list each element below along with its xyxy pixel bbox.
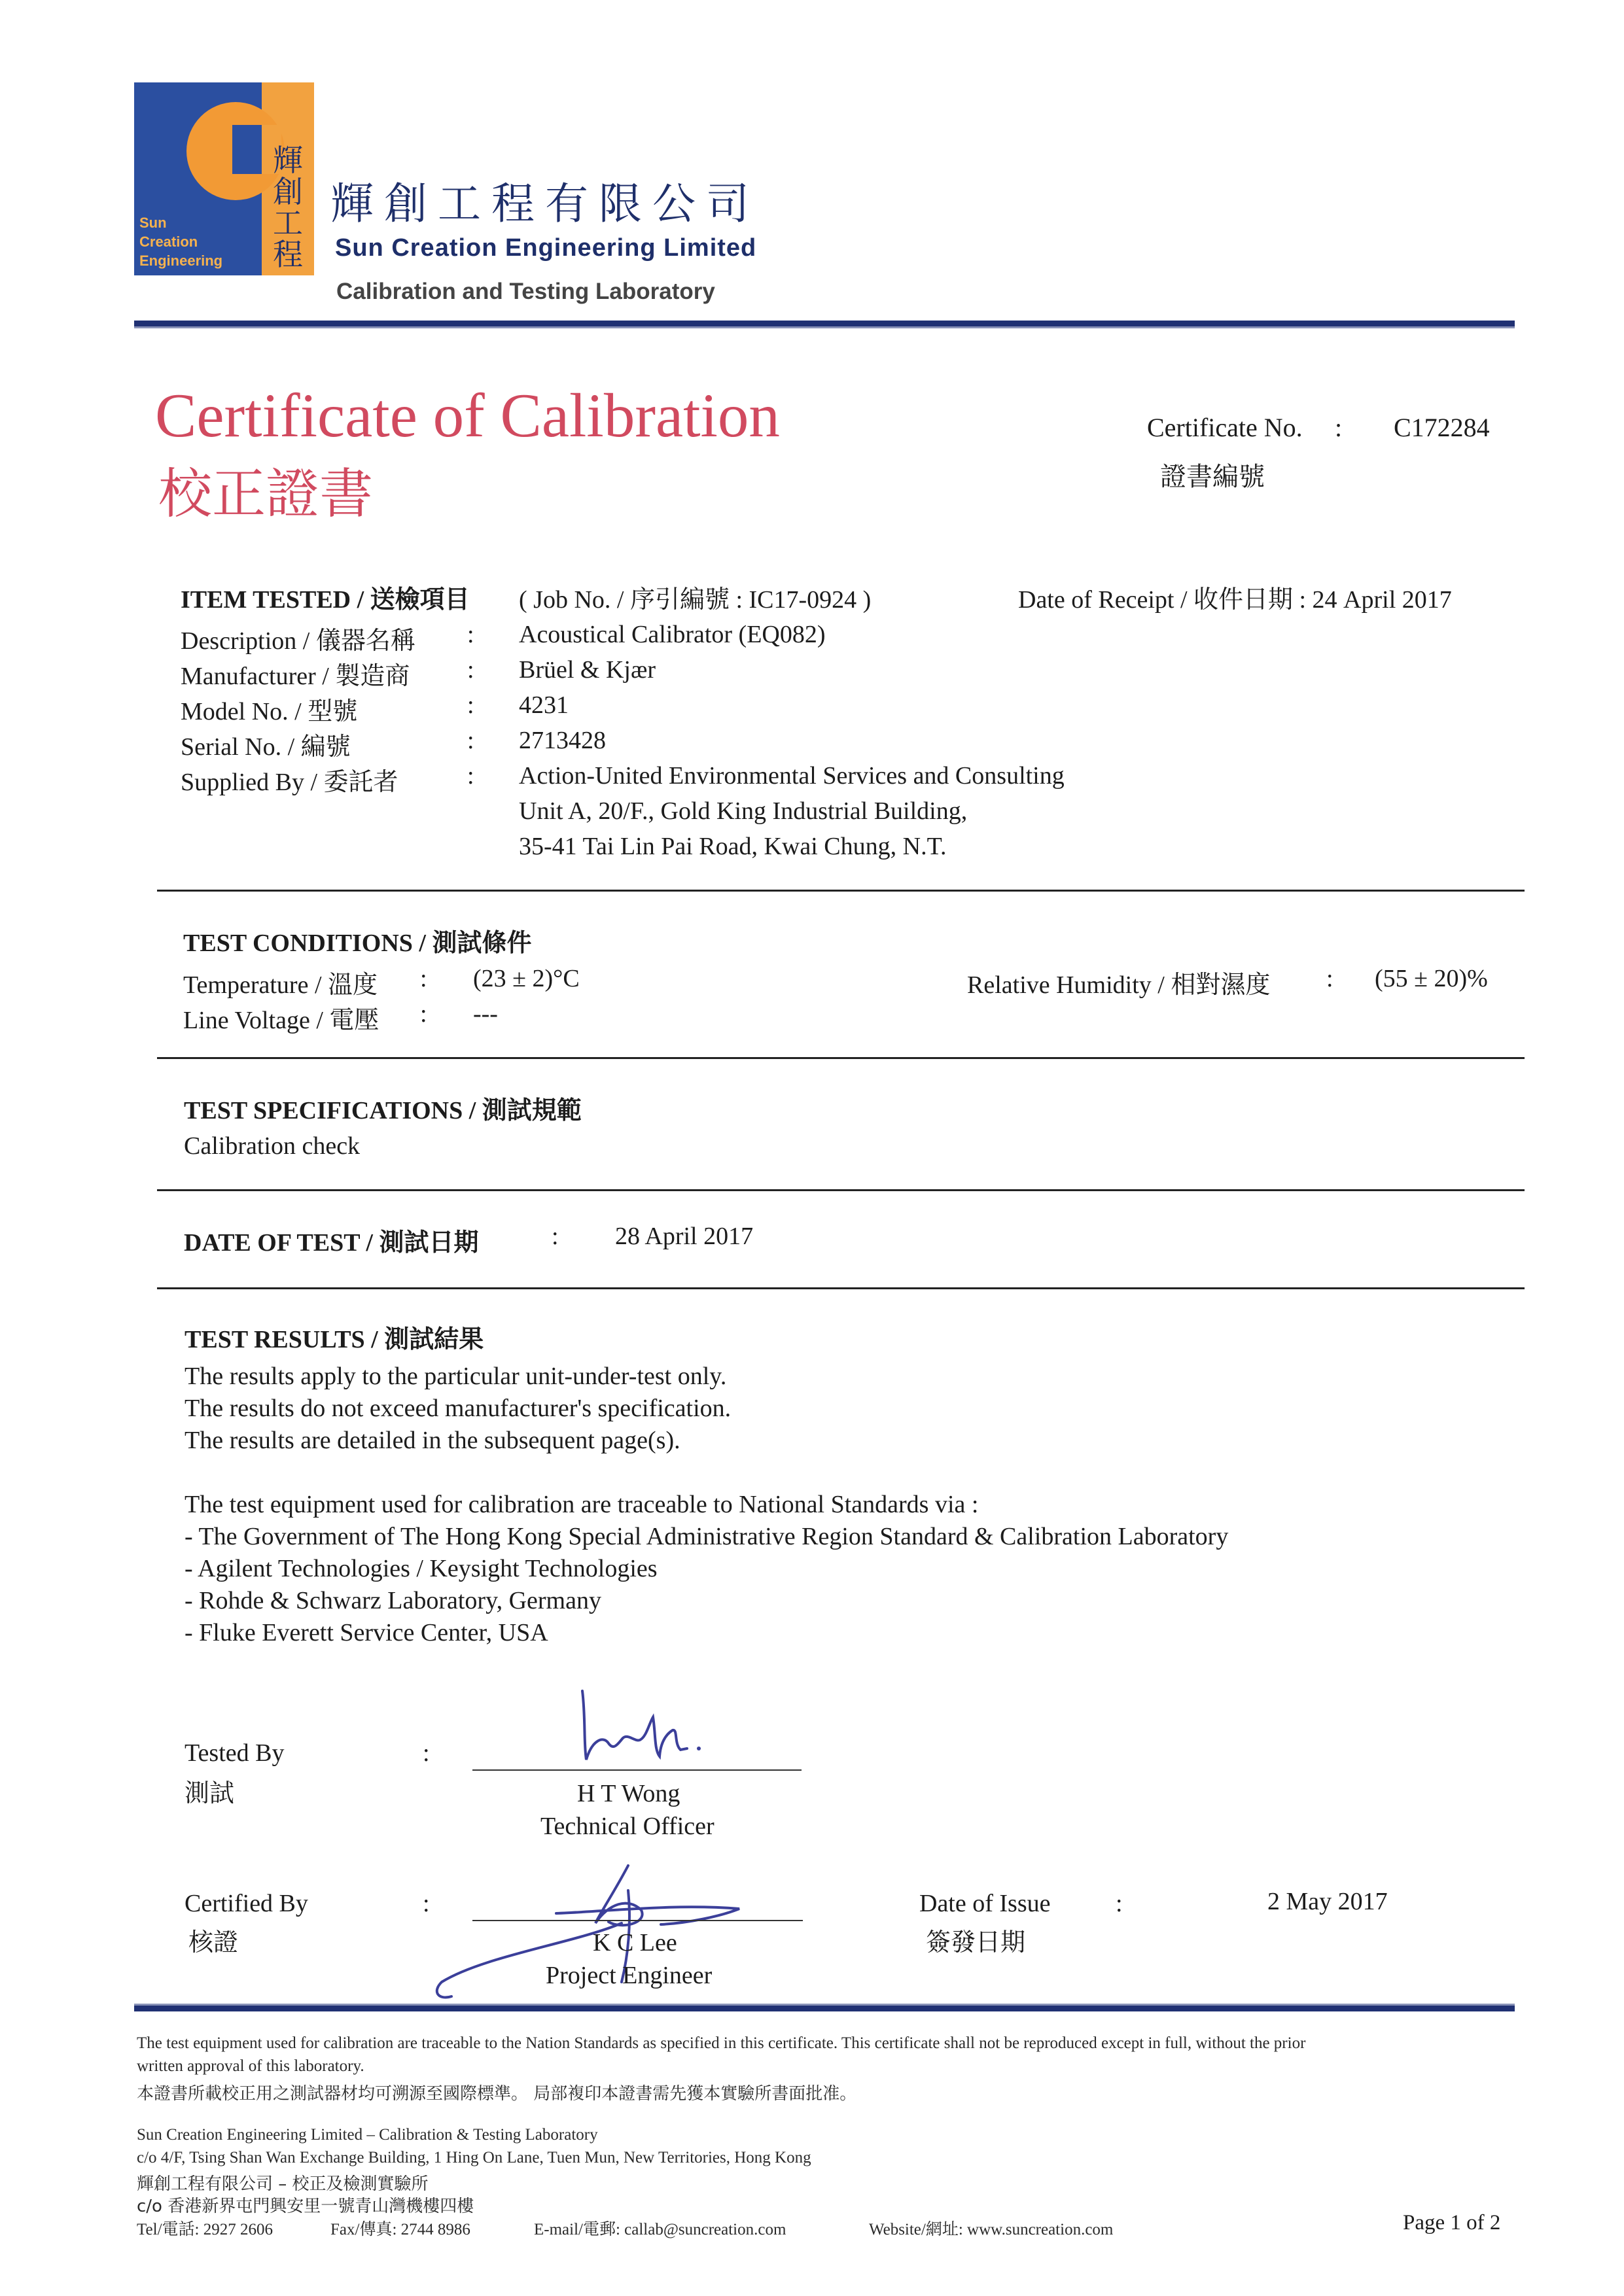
date-of-receipt: Date of Receipt / 收件日期 : 24 April 2017 bbox=[1018, 586, 1452, 614]
test-results-heading: TEST RESULTS / 測試結果 bbox=[185, 1326, 484, 1353]
footer-company: Sun Creation Engineering Limited – Calibration & Testing Laboratory bbox=[137, 2126, 598, 2144]
footer-disclaimer-zh: 本證書所載校正用之測試器材均可溯源至國際標準。 局部複印本證書需先獲本實驗所書面批准。 bbox=[137, 2084, 857, 2104]
certificate-number: C172284 bbox=[1394, 413, 1490, 442]
date-of-test-heading: DATE OF TEST / 測試日期 bbox=[184, 1229, 479, 1257]
job-number: ( Job No. / 序引編號 : IC17-0924 ) bbox=[519, 586, 872, 614]
humidity-value: (55 ± 20)% bbox=[1375, 965, 1488, 992]
temperature-value: (23 ± 2)°C bbox=[473, 965, 580, 992]
date-of-issue-value: 2 May 2017 bbox=[1267, 1888, 1388, 1915]
certified-by-colon: : bbox=[423, 1890, 430, 1917]
serial-value: 2713428 bbox=[519, 727, 606, 754]
traceability-item: - Rohde & Schwarz Laboratory, Germany bbox=[185, 1587, 601, 1614]
date-of-test-value: 28 April 2017 bbox=[615, 1223, 754, 1250]
certificate-title: Certificate of Calibration bbox=[155, 381, 780, 450]
certified-by-signature-line bbox=[472, 1920, 803, 1921]
description-label: Description / 儀器名稱 bbox=[181, 627, 415, 655]
section-divider bbox=[157, 1057, 1525, 1059]
supplier-address-line-1: Unit A, 20/F., Gold King Industrial Building, bbox=[519, 797, 968, 825]
certificate-number-label: Certificate No. bbox=[1147, 413, 1303, 442]
certified-by-label: Certified By bbox=[185, 1890, 308, 1917]
line-voltage-label: Line Voltage / 電壓 bbox=[183, 1007, 380, 1034]
test-conditions-heading: TEST CONDITIONS / 測試條件 bbox=[183, 930, 532, 957]
temperature-colon: : bbox=[420, 965, 427, 992]
certificate-title-zh: 校正證書 bbox=[158, 463, 374, 525]
footer-address: c/o 4/F, Tsing Shan Wan Exchange Building, 1 Hing On Lane, Tuen Mun, New Territories, Hong Kong bbox=[137, 2149, 811, 2166]
company-name-zh: 輝創工程有限公司 bbox=[330, 179, 760, 229]
traceability-intro: The test equipment used for calibration are traceable to National Standards via : bbox=[185, 1491, 979, 1518]
tested-by-colon: : bbox=[423, 1739, 430, 1767]
logo-vertical-text: 輝 創 工 程 bbox=[273, 143, 303, 272]
footer-address-zh: c/o 香港新界屯門興安里一號青山灣機樓四樓 bbox=[137, 2197, 474, 2216]
serial-colon: : bbox=[467, 727, 474, 754]
company-name-en: Sun Creation Engineering Limited bbox=[335, 234, 757, 262]
line-voltage-value: --- bbox=[473, 1000, 498, 1028]
traceability-item: - Fluke Everett Service Center, USA bbox=[185, 1619, 548, 1646]
item-tested-heading: ITEM TESTED / 送檢項目 bbox=[181, 586, 470, 614]
tested-by-signature bbox=[563, 1678, 733, 1769]
tested-by-name: H T Wong bbox=[577, 1780, 680, 1807]
footer-fax: Fax/傳真: 2744 8986 bbox=[330, 2221, 470, 2238]
test-specifications-value: Calibration check bbox=[184, 1132, 361, 1160]
date-of-test-colon: : bbox=[552, 1223, 559, 1250]
footer-disclaimer: The test equipment used for calibration are traceable to the Nation Standards as specified in this certificate. This certificate shall not be reproduced except in full, without the prior bbox=[137, 2034, 1306, 2052]
footer-email: E-mail/電郵: callab@suncreation.com bbox=[534, 2221, 786, 2238]
description-colon: : bbox=[467, 621, 474, 648]
traceability-item: - The Government of The Hong Kong Special Administrative Region Standard & Calibration Laboratory bbox=[185, 1523, 1229, 1550]
line-voltage-colon: : bbox=[420, 1000, 427, 1028]
footer-disclaimer: written approval of this laboratory. bbox=[137, 2057, 364, 2075]
description-value: Acoustical Calibrator (EQ082) bbox=[519, 621, 826, 648]
tested-by-label-zh: 測試 bbox=[185, 1780, 235, 1807]
tested-by-title: Technical Officer bbox=[540, 1813, 715, 1840]
footer-company-zh: 輝創工程有限公司 – 校正及檢測實驗所 bbox=[137, 2174, 429, 2194]
temperature-label: Temperature / 溫度 bbox=[183, 971, 378, 999]
header-divider bbox=[134, 321, 1515, 328]
certificate-number-label-zh: 證書編號 bbox=[1160, 462, 1265, 491]
humidity-label: Relative Humidity / 相對濕度 bbox=[967, 971, 1271, 999]
supplied-by-colon: : bbox=[467, 762, 474, 790]
certified-by-label-zh: 核證 bbox=[188, 1929, 239, 1957]
test-specifications-heading: TEST SPECIFICATIONS / 測試規範 bbox=[184, 1097, 582, 1124]
result-line: The results do not exceed manufacturer's specification. bbox=[185, 1395, 732, 1422]
footer-divider bbox=[134, 2004, 1515, 2011]
traceability-item: - Agilent Technologies / Keysight Technologies bbox=[185, 1555, 658, 1582]
manufacturer-colon: : bbox=[467, 656, 474, 684]
section-divider bbox=[157, 890, 1525, 892]
manufacturer-value: Brüel & Kjær bbox=[519, 656, 656, 684]
footer-website: Website/網址: www.suncreation.com bbox=[869, 2221, 1114, 2238]
serial-label: Serial No. / 編號 bbox=[181, 733, 351, 761]
result-line: The results are detailed in the subsequent page(s). bbox=[185, 1427, 680, 1454]
certificate-number-colon: : bbox=[1335, 413, 1343, 442]
lab-name: Calibration and Testing Laboratory bbox=[336, 279, 715, 304]
tested-by-signature-line bbox=[472, 1769, 802, 1771]
logo-latin-text: Sun Creation Engineering bbox=[139, 215, 223, 269]
humidity-colon: : bbox=[1326, 965, 1333, 992]
date-of-issue-colon: : bbox=[1116, 1890, 1123, 1917]
page-number: Page 1 of 2 bbox=[1403, 2211, 1501, 2235]
model-value: 4231 bbox=[519, 691, 569, 719]
manufacturer-label: Manufacturer / 製造商 bbox=[181, 663, 410, 690]
supplier-address-line-2: 35-41 Tai Lin Pai Road, Kwai Chung, N.T. bbox=[519, 833, 947, 860]
model-colon: : bbox=[467, 691, 474, 719]
result-line: The results apply to the particular unit-under-test only. bbox=[185, 1363, 727, 1390]
certified-by-title: Project Engineer bbox=[546, 1962, 713, 1989]
model-label: Model No. / 型號 bbox=[181, 698, 358, 725]
footer-tel: Tel/電話: 2927 2606 bbox=[137, 2221, 273, 2238]
certified-by-name: K C Lee bbox=[593, 1929, 677, 1957]
tested-by-label: Tested By bbox=[185, 1739, 285, 1767]
section-divider bbox=[157, 1189, 1525, 1191]
section-divider bbox=[157, 1287, 1525, 1289]
date-of-issue-label-zh: 簽發日期 bbox=[926, 1929, 1026, 1957]
supplied-by-value: Action-United Environmental Services and Consulting bbox=[519, 762, 1065, 790]
date-of-issue-label: Date of Issue bbox=[919, 1890, 1051, 1917]
supplied-by-label: Supplied By / 委託者 bbox=[181, 769, 398, 796]
company-logo bbox=[134, 82, 314, 275]
